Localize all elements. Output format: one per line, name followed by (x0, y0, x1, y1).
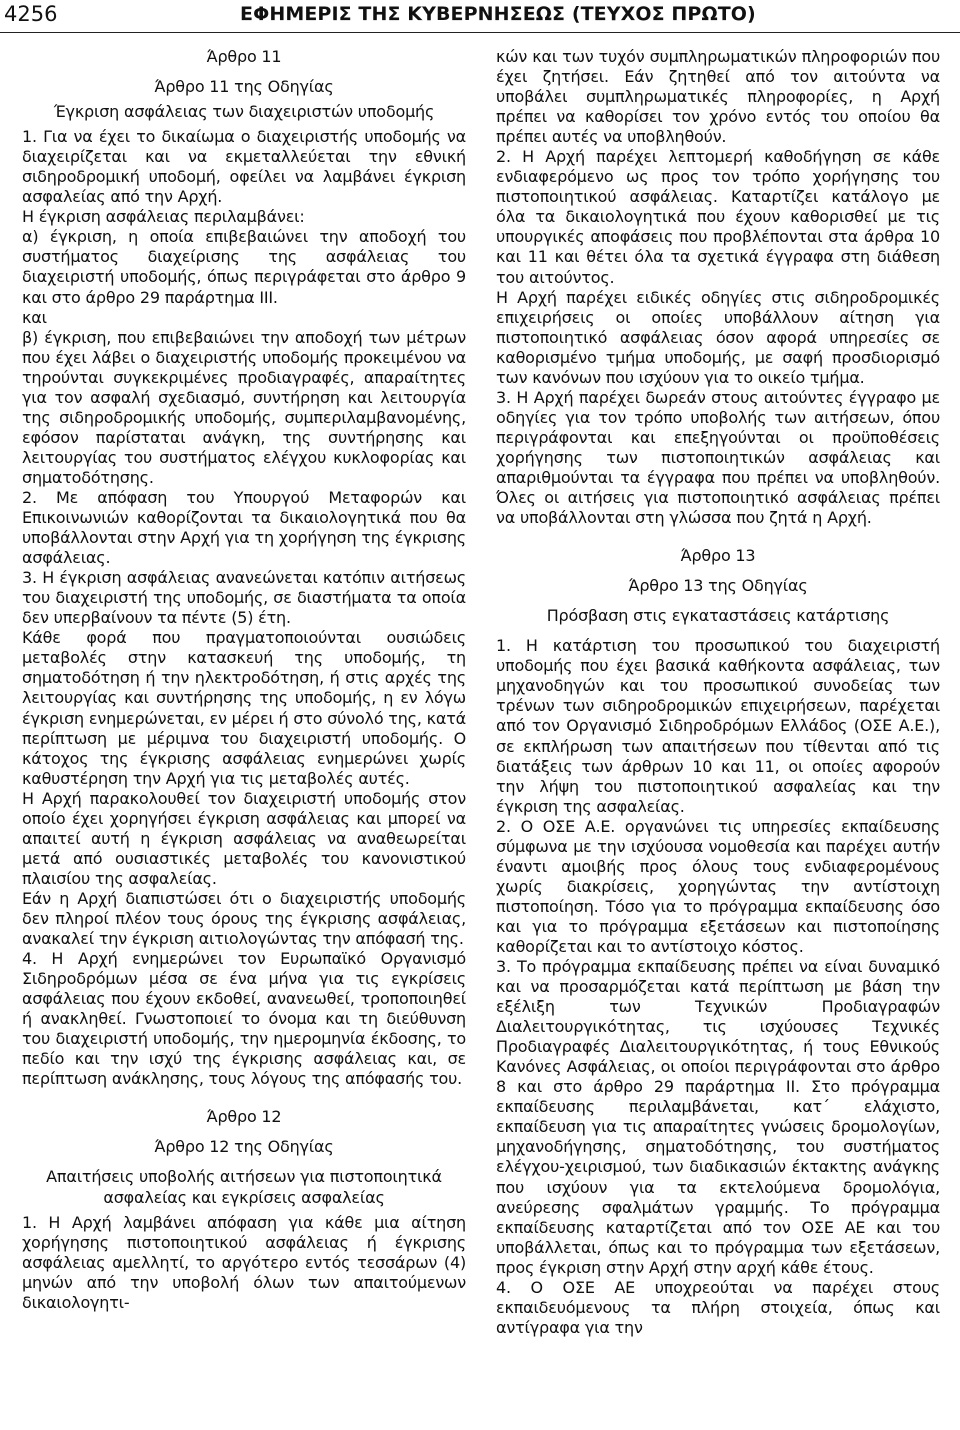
paragraph: 1. Η κατάρτιση του προσωπικού του διαχειριστή υποδομής που έχει βασικά καθήκοντα ασφάλειας, των μηχανοδηγών και του προσωπικού συνοδείας των τρένων των σιδηροδρομικών επιχειρήσεων, παρέχεται από τον Οργανισμό Σιδηροδρόμων Ελλάδος (ΟΣΕ Α.Ε.), σε εκπλήρωση των απαιτήσεων που τίθενται από τις διατάξεις των άρθρων 10 και 11, οι οποίες αφορούν την λήψη του πιστοποιητικού ασφαλείας και την έγκριση της ασφαλείας. (496, 636, 940, 816)
paragraph: 2. Ο ΟΣΕ Α.Ε. οργανώνει τις υπηρεσίες εκπαίδευσης σύμφωνα με την ισχύουσα νομοθεσία και παρέχει αυτήν έναντι αμοιβής προς όλους τους ενδιαφερομένους χωρίς διακρίσεις, χορηγώντας την αντίστοιχη πιστοποίηση. Τόσο για το πρόγραμμα εκπαίδευσης όσο και για το πρόγραμμα εξετάσεων και πιστοποίησης καθορίζεται και το αντίστοιχο κόστος. (496, 816, 940, 956)
paragraph: Η έγκριση ασφάλειας περιλαμβάνει: (22, 207, 305, 227)
paragraph: κών και των τυχόν συμπληρωματικών πληροφοριών που έχει ζητήσει. Εάν ζητηθεί από τον αιτούντα να υποβάλει συμπληρωματικές πληροφορίες, η Αρχή πρέπει να καθορίσει τον χρόνο εντός του οποίου θα πρέπει αυτές να υποβληθούν. (496, 47, 940, 147)
paragraph: 3. Η έγκριση ασφάλειας ανανεώνεται κατόπιν αιτήσεως του διαχειριστή της υποδομής, σε διαστήματα τα οποία δεν υπερβαίνουν τα πέντε (5) έτη. (22, 568, 466, 628)
article-12-heading: Άρθρο 12 (206, 1107, 282, 1127)
paragraph: 3. Το πρόγραμμα εκπαίδευσης πρέπει να είναι δυναμικό και να προσαρμόζεται κατά περίπτωση με βάση την εξέλιξη των Τεχνικών Προδιαγραφών Διαλειτουργικότητας, τις ισχύουσες Τεχνικές Προδιαγραφές Διαλειτουργικότητας, ή τους Εθνικούς Κανόνες Ασφάλειας, οι οποίοι περιγράφονται στο άρθρο 8 και στο άρθρο 29 παράρτημα II. Στο πρόγραμμα εκπαίδευσης περιλαμβάνεται, κατ΄ ελάχιστο, εκπαίδευση για τις απαραίτητες γνώσεις δρομολογίων, μηχανοδήγησης, σηματοδότησης, του συστήματος ελέγχου-χειρισμού, των διαδικασιών έκτακτης ανάγκης που ισχύουν για τα εκτελούμενα δρομολόγια, ανεύρεσης σφαλμάτων γραμμής. Το πρόγραμμα εκπαίδευσης καταρτίζεται από τον ΟΣΕ ΑΕ και του υποβάλλεται, όπως και το πρόγραμμα των εξετάσεων, προς έγκριση στην Αρχή στην αρχή κάθε έτους. (496, 957, 940, 1277)
article-12-directive-ref: Άρθρο 12 της Οδηγίας (154, 1137, 334, 1157)
paragraph: Η Αρχή παρακολουθεί τον διαχειριστή υποδομής στον οποίο έχει χορηγήσει έγκριση ασφάλειας και μπορεί να απαιτεί αυτή η έγκριση ασφάλειας να αναθεωρείται μετά από ουσιαστικές μεταβολές του κανονιστικού πλαισίου της ασφαλείας. (22, 788, 466, 888)
paragraph: 4. Η Αρχή ενημερώνει τον Ευρωπαϊκό Οργανισμό Σιδηροδρόμων μέσα σε ένα μήνα για τις εγκρίσεις ασφάλειας που έχουν εκδοθεί, ανανεωθεί, τροποποιηθεί ή ανακληθεί. Γνωστοποιεί το όνομα και τη διεύθυνση του διαχειριστή υποδομής, την ημερομηνία έκδοσης, το πεδίο και την ισχύ της έγκρισης ασφάλειας και, σε περίπτωση ανάκλησης, τους λόγους της απόφασής του. (22, 949, 466, 1089)
right-column (496, 47, 940, 1338)
paragraph: β) έγκριση, που επιβεβαιώνει την αποδοχή των μέτρων που έχει λάβει ο διαχειριστής υποδομής προκειμένου να τηρούνται συγκεκριμένες προδιαγραφές, απαραίτητες για τον ασφαλή σχεδιασμό, συντήρηση και λειτουργία της σιδηροδρομικής υποδομής, συμπεριλαμβανομένης, εφόσον παρίσταται ανάγκη, της συντήρησης και λειτουργίας του συστήματος ελέγχου κυκλοφορίας και σηματοδότησης. (22, 327, 466, 487)
paragraph: 1. Για να έχει το δικαίωμα ο διαχειριστής υποδομής να διαχειρίζεται και να εκμεταλλεύεται την εθνική σιδηροδρομική υποδομή, οφείλει να λαμβάνει έγκριση ασφαλείας από την Αρχή. (22, 127, 466, 207)
article-12-title: Απαιτήσεις υποβολής αιτήσεων για πιστοποιητικά ασφαλείας και εγκρίσεις ασφαλείας (46, 1167, 442, 1207)
gazette-title: ΕΦΗΜΕΡΙΣ ΤΗΣ ΚΥΒΕΡΝΗΣΕΩΣ (ΤΕΥΧΟΣ ΠΡΩΤΟ) (240, 3, 756, 25)
paragraph: 2. Με απόφαση του Υπουργού Μεταφορών και Επικοινωνιών καθορίζονται τα δικαιολογητικά που θα υποβάλλονται στην Αρχή για τη χορήγηση της έγκρισης ασφάλειας. (22, 487, 466, 568)
page-number: 4256 (4, 2, 58, 26)
article-13-directive-ref: Άρθρο 13 της Οδηγίας (628, 576, 808, 596)
page-header (0, 0, 960, 33)
paragraph: 3. Η Αρχή παρέχει δωρεάν στους αιτούντες έγγραφο με οδηγίες για τον τρόπο υποβολής των αιτήσεων, όπου περιγράφονται και επεξηγούνται οι προϋποθέσεις χορήγησης των πιστοποιητικών ασφάλειας και απαριθμούνται τα έγγραφα που πρέπει να υποβληθούν. Όλες οι αιτήσεις για πιστοποιητικό ασφάλειας πρέπει να υποβάλλονται στη γλώσσα που ζητά η Αρχή. (496, 387, 940, 528)
article-11-title: Έγκριση ασφάλειας των διαχειριστών υποδομής (53, 102, 435, 122)
paragraph: α) έγκριση, η οποία επιβεβαιώνει την αποδοχή του συστήματος διαχείρισης της ασφάλειας του διαχειριστή υποδομής, όπως περιγράφεται στο άρθρο 9 και στο άρθρο 29 παράρτημα III. (22, 227, 466, 307)
article-11-heading: Άρθρο 11 (206, 47, 282, 66)
paragraph: 1. Η Αρχή λαμβάνει απόφαση για κάθε μια αίτηση χορήγησης πιστοποιητικού ασφάλειας ή έγκρισης ασφάλειας αμελλητί, το αργότερο εντός τεσσάρων (4) μηνών από την υποβολή όλων των απαιτούμενων δικαιολογητι- (22, 1212, 466, 1312)
paragraph: Εάν η Αρχή διαπιστώσει ότι ο διαχειριστής υποδομής δεν πληροί πλέον τους όρους της έγκρισης ασφάλειας, ανακαλεί την έγκριση αιτιολογώντας την απόφασή της. (22, 888, 466, 949)
paragraph: 4. Ο ΟΣΕ ΑΕ υποχρεούται να παρέχει στους εκπαιδευόμενους τα πλήρη στοιχεία, όπως και αντίγραφα για την (496, 1277, 940, 1337)
paragraph: Κάθε φορά που πραγματοποιούνται ουσιώδεις μεταβολές στην κατασκευή της υποδομής, τη σηματοδότηση ή την ηλεκτροδότηση, ή στις αρχές της λειτουργίας και συντήρησης της υποδομής, η εν λόγω έγκριση ενημερώνεται, εν μέρει ή στο σύνολό της, κατά περίπτωση με μέριμνα του διαχειριστή υποδομής. Ο κάτοχος της έγκρισης ασφάλειας ενημερώνει χωρίς καθυστέρηση την Αρχή για τις μεταβολές αυτές. (22, 628, 466, 788)
paragraph: και (22, 307, 47, 327)
left-column (22, 47, 466, 1313)
article-13-heading: Άρθρο 13 (680, 546, 756, 566)
paragraph: Η Αρχή παρέχει ειδικές οδηγίες στις σιδηροδρομικές επιχειρήσεις οι οποίες υποβάλλουν αίτηση για πιστοποιητικό ασφάλειας όσον αφορά υπηρεσίες σε καθορισμένο τμήμα υποδομής, με σαφή προσδιορισμό των κανόνων που ισχύουν για το οικείο τμήμα. (496, 287, 940, 387)
paragraph: 2. Η Αρχή παρέχει λεπτομερή καθοδήγηση σε κάθε ενδιαφερόμενο ως προς τον τρόπο χορήγησης του πιστοποιητικού ασφάλειας. Καταρτίζει κατάλογο με όλα τα δικαιολογητικά που έχουν καθορισθεί με τις υπουργικές αποφάσεις που προβλέπονται στα άρθρα 10 και 11 και θέτει όλα τα σχετικά έγγραφα στη διάθεση του αιτούντος. (496, 147, 940, 287)
article-11-directive-ref: Άρθρο 11 της Οδηγίας (154, 77, 334, 97)
article-13-title: Πρόσβαση στις εγκαταστάσεις κατάρτισης (546, 606, 890, 626)
